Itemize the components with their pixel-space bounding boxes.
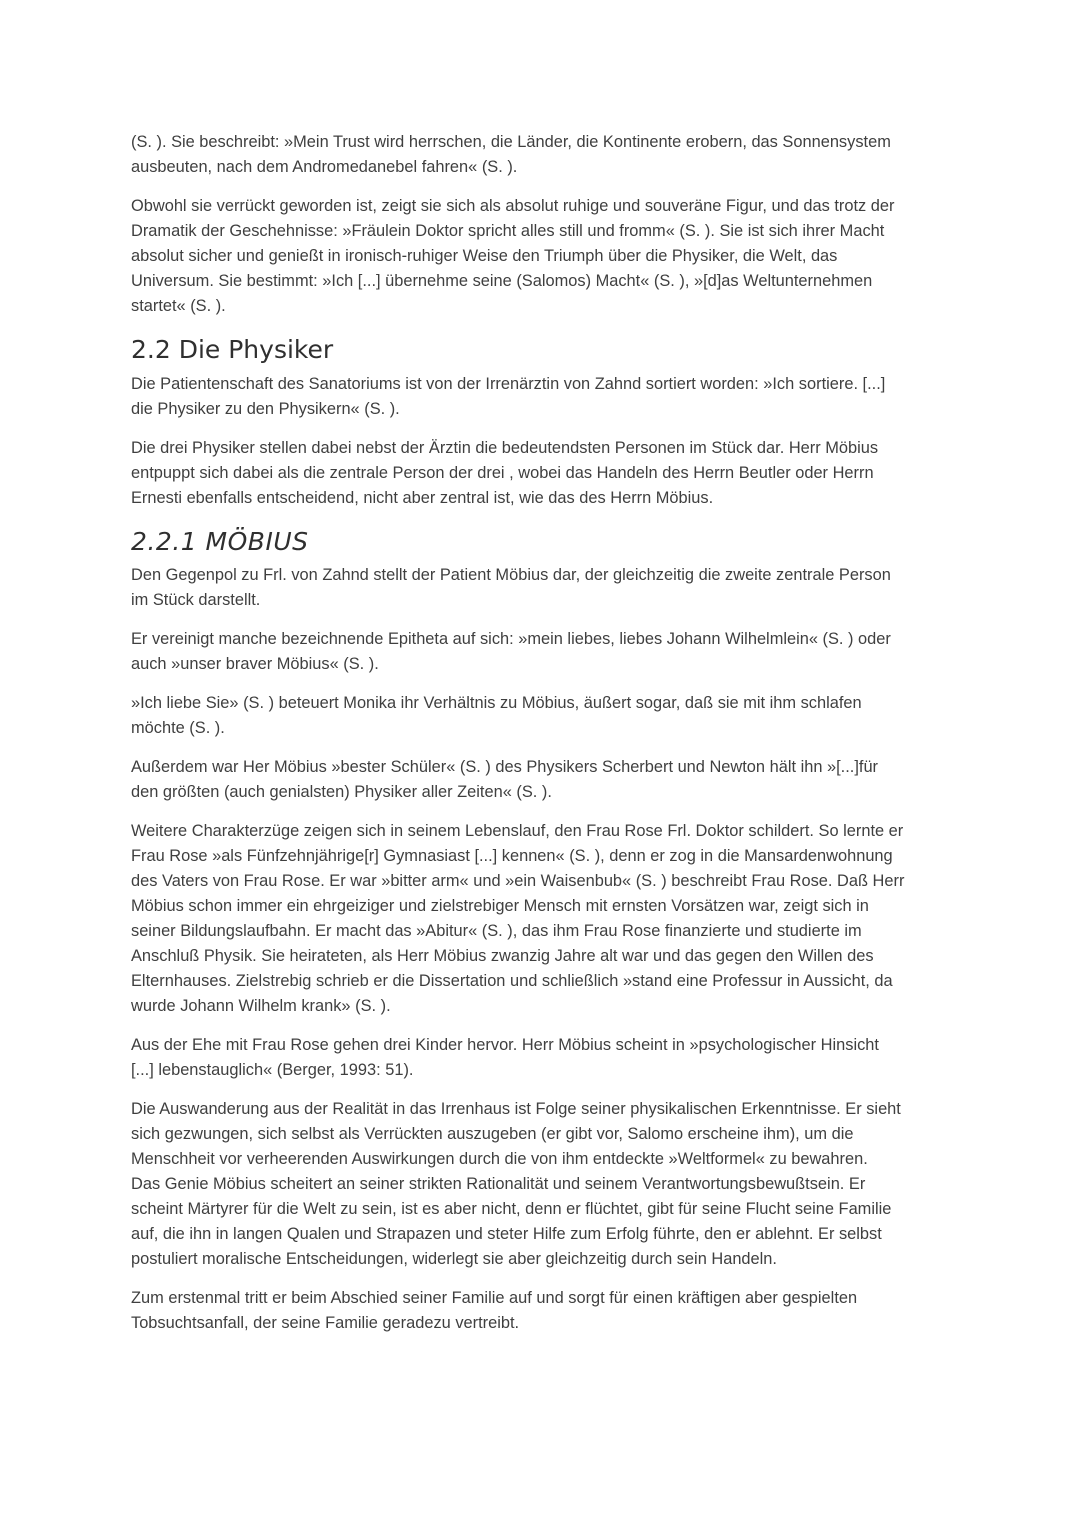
text-line: (S. ). Sie beschreibt: »Mein Trust wird herrschen, die Länder, die Kontinente erobern, das Sonnensystem — [131, 133, 891, 151]
text-line: Die drei Physiker stellen dabei nebst der Ärztin die bedeutendsten Personen im Stück dar. Herr Möbius — [131, 439, 879, 457]
paragraph-auswanderung — [131, 1097, 961, 1272]
text-line: Aus der Ehe mit Frau Rose gehen drei Kinder hervor. Herr Möbius scheint in »psychologischer Hinsicht — [131, 1036, 879, 1054]
text-line: absolut sicher und genießt in ironisch-ruhiger Weise den Triumph über die Physiker, die Welt, das — [131, 247, 838, 265]
paragraph-patientenschaft — [131, 372, 961, 422]
text-line: Anschluß Physik. Sie heirateten, als Herr Möbius zwanzig Jahre alt war und das gegen den Willen des — [131, 947, 874, 965]
document-page — [131, 130, 961, 1350]
text-line: startet« (S. ). — [131, 297, 226, 315]
text-line: Frau Rose »als Fünfzehnjährige[r] Gymnasiast [...] kennen« (S. ), denn er zog in die Mansardenwohnung — [131, 847, 893, 865]
text-line: Obwohl sie verrückt geworden ist, zeigt sie sich als absolut ruhige und souveräne Figur, und das trotz der — [131, 197, 895, 215]
text-line: Die Patientenschaft des Sanatoriums ist von der Irrenärztin von Zahnd sortiert worden: »Ich sortiere. [...] — [131, 375, 886, 393]
paragraph-monika — [131, 691, 961, 741]
paragraph-epitheta — [131, 627, 961, 677]
text-line: auch »unser braver Möbius« (S. ). — [131, 655, 379, 673]
subsection-heading-moebius: 2.2.1 MÖBIUS — [131, 527, 309, 556]
text-line: möchte (S. ). — [131, 719, 225, 737]
text-line: Weitere Charakterzüge zeigen sich in seinem Lebenslauf, den Frau Rose Frl. Doktor schildert. So lernte er — [131, 822, 904, 840]
paragraph-lebenslauf — [131, 819, 961, 1019]
text-line: ausbeuten, nach dem Andromedanebel fahren« (S. ). — [131, 158, 518, 176]
text-line: »Ich liebe Sie» (S. ) beteuert Monika ihr Verhältnis zu Möbius, äußert sogar, daß sie mit ihm schlafen — [131, 694, 862, 712]
text-line: Die Auswanderung aus der Realität in das Irrenhaus ist Folge seiner physikalischen Erkenntnisse. Er sieht — [131, 1100, 901, 1118]
text-line: den größten (auch genialsten) Physiker aller Zeiten« (S. ). — [131, 783, 552, 801]
text-line: postuliert moralische Entscheidungen, widerlegt sie aber gleichzeitig durch sein Handeln. — [131, 1250, 777, 1268]
text-line: Ernesti ebenfalls entscheidend, nicht aber zentral ist, wie das des Herrn Möbius. — [131, 489, 714, 507]
text-line: Das Genie Möbius scheitert an seiner strikten Rationalität und seinem Verantwortungsbewußtsein. Er — [131, 1175, 866, 1193]
paragraph-souveraene-figur — [131, 194, 961, 319]
text-line: Den Gegenpol zu Frl. von Zahnd stellt der Patient Möbius dar, der gleichzeitig die zweite zentrale Person — [131, 566, 891, 584]
text-line: Dramatik der Geschehnisse: »Fräulein Doktor spricht alles still und fromm« (S. ). Sie ist sich ihrer Macht — [131, 222, 885, 240]
paragraph-abschied — [131, 1286, 961, 1336]
text-line: auf, die ihn in langen Qualen und Strapazen und steter Hilfe zum Erfolg führte, den er ablehnt. Er selbst — [131, 1225, 882, 1243]
text-line: Elternhauses. Zielstrebig schrieb er die Dissertation und schließlich »stand eine Professur in Aussicht, da — [131, 972, 893, 990]
text-line: scheint Märtyrer für die Welt zu sein, ist es aber nicht, denn er flüchtet, gibt für seine Flucht seine Familie — [131, 1200, 892, 1218]
text-line: Tobsuchtsanfall, der seine Familie geradezu vertreibt. — [131, 1314, 520, 1332]
text-line: [...] lebenstauglich« (Berger, 1993: 51). — [131, 1061, 414, 1079]
paragraph-ehe — [131, 1033, 961, 1083]
section-heading-die-physiker: 2.2 Die Physiker — [131, 335, 334, 364]
text-line: die Physiker zu den Physikern« (S. ). — [131, 400, 400, 418]
paragraph-trust-quote — [131, 130, 961, 180]
text-line: Möbius schon immer ein ehrgeiziger und zielstrebiger Mensch mit ernsten Vorsätzen war, zeigt sich in — [131, 897, 869, 915]
text-line: sich gezwungen, sich selbst als Verrückten auszugeben (er gibt vor, Salomo erscheine ihm), um die — [131, 1125, 854, 1143]
paragraph-drei-physiker — [131, 436, 961, 511]
text-line: wurde Johann Wilhelm krank» (S. ). — [131, 997, 391, 1015]
text-line: im Stück darstellt. — [131, 591, 261, 609]
text-line: Außerdem war Her Möbius »bester Schüler« (S. ) des Physikers Scherbert und Newton hält ihn »[...]für — [131, 758, 879, 776]
paragraph-gegenpol — [131, 563, 961, 613]
text-line: Er vereinigt manche bezeichnende Epitheta auf sich: »mein liebes, liebes Johann Wilhelmlein« (S. ) oder — [131, 630, 891, 648]
text-line: entpuppt sich dabei als die zentrale Person der drei , wobei das Handeln des Herrn Beutler oder Herrn — [131, 464, 874, 482]
text-line: Universum. Sie bestimmt: »Ich [...] übernehme seine (Salomos) Macht« (S. ), »[d]as Weltunternehmen — [131, 272, 873, 290]
paragraph-bester-schueler — [131, 755, 961, 805]
text-line: Zum erstenmal tritt er beim Abschied seiner Familie auf und sorgt für einen kräftigen aber gespielten — [131, 1289, 858, 1307]
text-line: Menschheit vor verheerenden Auswirkungen durch die von ihm entdeckte »Weltformel« zu bewahren. — [131, 1150, 868, 1168]
text-line: seiner Bildungslaufbahn. Er macht das »Abitur« (S. ), das ihm Frau Rose finanzierte und studierte im — [131, 922, 862, 940]
text-line: des Vaters von Frau Rose. Er war »bitter arm« und »ein Waisenbub« (S. ) beschreibt Frau Rose. Daß Herr — [131, 872, 905, 890]
